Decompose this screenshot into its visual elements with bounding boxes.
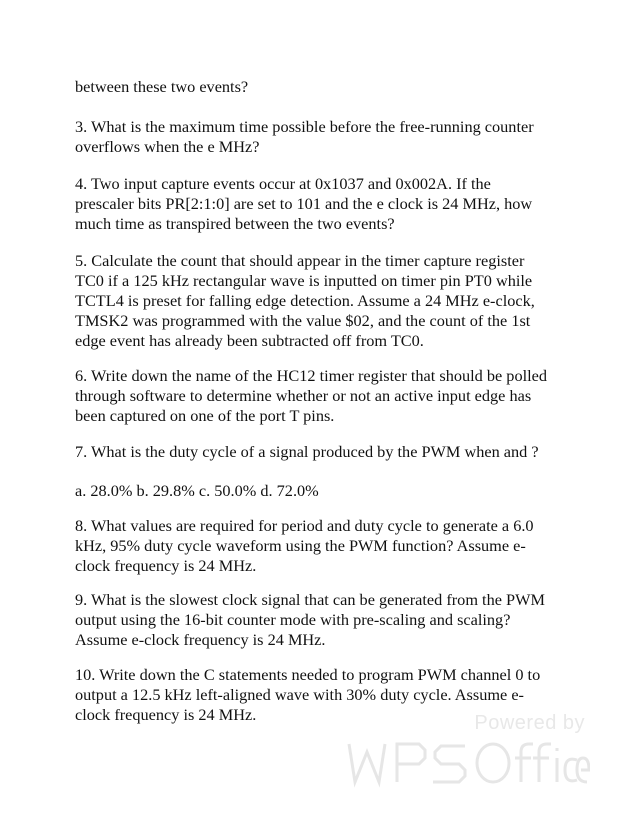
text-line: through software to determine whether or not an active input edge has <box>75 386 532 405</box>
question-5 <box>75 251 575 351</box>
question-7-options <box>75 481 575 501</box>
text-line: prescaler bits PR[2:1:0] are set to 101 and the e clock is 24 MHz, how <box>75 194 533 213</box>
text-line: 10. Write down the C statements needed to program PWM channel 0 to <box>75 665 541 684</box>
text-line: edge event has already been subtracted off from TC0. <box>75 331 424 350</box>
question-4 <box>75 174 575 234</box>
text-line: clock frequency is 24 MHz. <box>75 705 257 724</box>
text-line: TC0 if a 125 kHz rectangular wave is inputted on timer pin PT0 while <box>75 271 533 290</box>
question-3 <box>75 117 575 157</box>
text-line: 3. What is the maximum time possible before the free-running counter <box>75 117 534 136</box>
text-line: 5. Calculate the count that should appear in the timer capture register <box>75 251 525 270</box>
wps-office-watermark <box>345 712 595 790</box>
text-line: 6. Write down the name of the HC12 timer register that should be polled <box>75 366 547 385</box>
text-line: between these two events? <box>75 77 249 96</box>
text-line: 4. Two input capture events occur at 0x1037 and 0x002A. If the <box>75 174 491 193</box>
text-line: Assume e-clock frequency is 24 MHz. <box>75 630 326 649</box>
question-7 <box>75 442 575 462</box>
text-line: 8. What values are required for period and duty cycle to generate a 6.0 <box>75 516 534 535</box>
watermark-powered-text: Powered by <box>474 712 585 734</box>
text-line: clock frequency is 24 MHz. <box>75 556 257 575</box>
text-line: TCTL4 is preset for falling edge detection. Assume a 24 MHz e-clock, <box>75 291 535 310</box>
wps-office-logo <box>345 736 590 790</box>
text-line: kHz, 95% duty cycle waveform using the PWM function? Assume e- <box>75 536 526 555</box>
question-6 <box>75 366 575 426</box>
text-line: a. 28.0% b. 29.8% c. 50.0% d. 72.0% <box>75 481 319 500</box>
text-line: 7. What is the duty cycle of a signal produced by the PWM when and ? <box>75 442 539 461</box>
text-line: 9. What is the slowest clock signal that can be generated from the PWM <box>75 590 545 609</box>
question-9 <box>75 590 575 650</box>
text-line: output using the 16-bit counter mode with pre-scaling and scaling? <box>75 610 511 629</box>
text-line: been captured on one of the port T pins. <box>75 406 335 425</box>
text-block-intro <box>75 77 575 97</box>
text-line: TMSK2 was programmed with the value $02, and the count of the 1st <box>75 311 531 330</box>
text-line: output a 12.5 kHz left-aligned wave with 30% duty cycle. Assume e- <box>75 685 524 704</box>
question-8 <box>75 516 575 576</box>
text-line: much time as transpired between the two events? <box>75 214 395 233</box>
text-line: overflows when the e MHz? <box>75 137 260 156</box>
